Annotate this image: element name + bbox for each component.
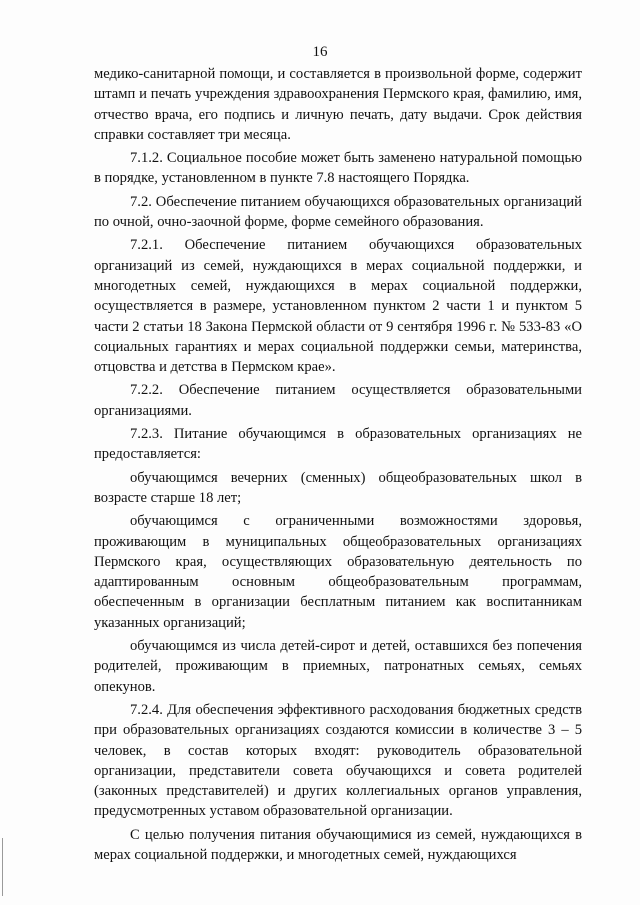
page-number: 16 [312, 44, 328, 60]
paragraph-7-2-2: 7.2.2. Обеспечение питанием осуществляется образовательными организациями. [94, 382, 582, 419]
paragraph-7-2-1: 7.2.1. Обеспечение питанием обучающихся образовательных организаций из семей, нуждающихся в мерах социальной поддержки, и многодетных семей, нуждающихся в мерах социальной поддержки, осуществляется в размере, установленном пунктом 2 части 1 и пунктом 5 части 2 статьи 18 Закона Пермской области от 9 сентября 1996 г. № 533-83 «О социальных гарантиях и мерах социальной поддержки семьи, материнства, отцовства и детства в Пермском крае». [94, 237, 582, 376]
list-item-orphans: обучающимся из числа детей-сирот и детей, оставшихся без попечения родителей, проживающим в приемных, патронатных семьях, семьях опекунов. [94, 638, 582, 695]
scan-edge-line [2, 838, 3, 896]
list-item-evening-schools: обучающимся вечерних (сменных) общеобразовательных школ в возрасте старше 18 лет; [94, 469, 582, 506]
paragraph-7-1-2: 7.1.2. Социальное пособие может быть заменено натуральной помощью в порядке, установленном в пункте 7.8 настоящего Порядка. [94, 150, 582, 187]
paragraph-7-2-4: 7.2.4. Для обеспечения эффективного расходования бюджетных средств при образовательных организациях создаются комиссии в количестве 3 – 5 человек, в состав которых входят: руководитель образовательной организации, представители совета обучающихся и совета родителей (законных представителей) и других коллегиальных органов управления, предусмотренных уставом образовательной организации. [94, 701, 582, 820]
document-body [94, 64, 582, 865]
paragraph-continuation: медико-санитарной помощи, и составляется в произвольной форме, содержит штамп и печать учреждения здравоохранения Пермского края, фамилию, имя, отчество врача, его подпись и личную печать, дату выдачи. Срок действия справки составляет три месяца. [94, 66, 582, 143]
paragraph-7-2-3: 7.2.3. Питание обучающимся в образовательных организациях не предоставляется: [94, 426, 582, 463]
paragraph-purpose: С целью получения питания обучающимися из семей, нуждающихся в мерах социальной поддержки, и многодетных семей, нуждающихся [94, 826, 582, 863]
list-item-limited-abilities: обучающимся с ограниченными возможностями здоровья, проживающим в муниципальных общеобразовательных организациях Пермского края, осуществляющих образовательную деятельность по адаптированным основным общеобразовательным программам, обеспеченным в организации бесплатным питанием как воспитанникам указанных организаций; [94, 513, 582, 631]
paragraph-7-2: 7.2. Обеспечение питанием обучающихся образовательных организаций по очной, очно-заочной форме, форме семейного образования. [94, 193, 582, 231]
